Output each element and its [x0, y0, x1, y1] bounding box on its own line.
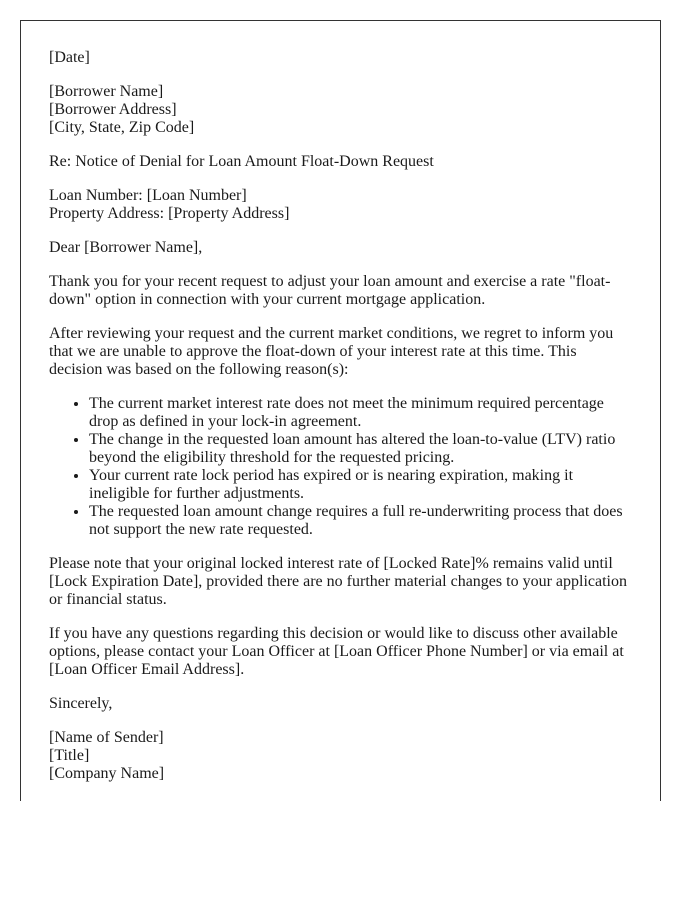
recipient-city-state-zip: [City, State, Zip Code]	[49, 119, 195, 136]
reason-item: • The current market interest rate does not meet the minimum required percentage drop as defined in your lock-in agreement.	[89, 395, 632, 431]
body-paragraph-lock-note: Please note that your original locked interest rate of [Locked Rate]% remains valid until [Lock Expiration Date], provided there are no further material changes to your application or financial status.	[49, 555, 627, 608]
sender-company: [Company Name]	[49, 765, 165, 782]
sender-name: [Name of Sender]	[49, 729, 164, 746]
letter-page	[20, 20, 661, 801]
recipient-name: [Borrower Name]	[49, 83, 164, 100]
salutation: Dear [Borrower Name],	[49, 239, 203, 256]
reason-item: • Your current rate lock period has expired or is nearing expiration, making it ineligible for further adjustments.	[89, 467, 632, 503]
signature-block	[49, 729, 632, 783]
reason-item: • The requested loan amount change requires a full re-underwriting process that does not support the new rate requested.	[89, 503, 632, 539]
reasons-list	[49, 395, 632, 539]
body-paragraph-decision: After reviewing your request and the current market conditions, we regret to inform you that we are unable to approve the float-down of your interest rate at this time. This decision was based on the following reason(s):	[49, 325, 614, 378]
property-address: Property Address: [Property Address]	[49, 205, 290, 222]
loan-info-block	[49, 187, 632, 223]
loan-number: Loan Number: [Loan Number]	[49, 187, 247, 204]
recipient-block	[49, 83, 632, 137]
letter-date: [Date]	[49, 49, 90, 66]
body-paragraph-contact: If you have any questions regarding this decision or would like to discuss other available options, please contact your Loan Officer at [Loan Officer Phone Number] or via email at [Loan Officer Email Address].	[49, 625, 624, 678]
body-paragraph-intro: Thank you for your recent request to adjust your loan amount and exercise a rate "float-down" option in connection with your current mortgage application.	[49, 273, 611, 308]
recipient-address: [Borrower Address]	[49, 101, 177, 118]
letter-subject: Re: Notice of Denial for Loan Amount Float-Down Request	[49, 153, 434, 170]
closing: Sincerely,	[49, 695, 113, 712]
sender-title: [Title]	[49, 747, 90, 764]
reason-item: • The change in the requested loan amount has altered the loan-to-value (LTV) ratio beyond the eligibility threshold for the requested pricing.	[89, 431, 632, 467]
